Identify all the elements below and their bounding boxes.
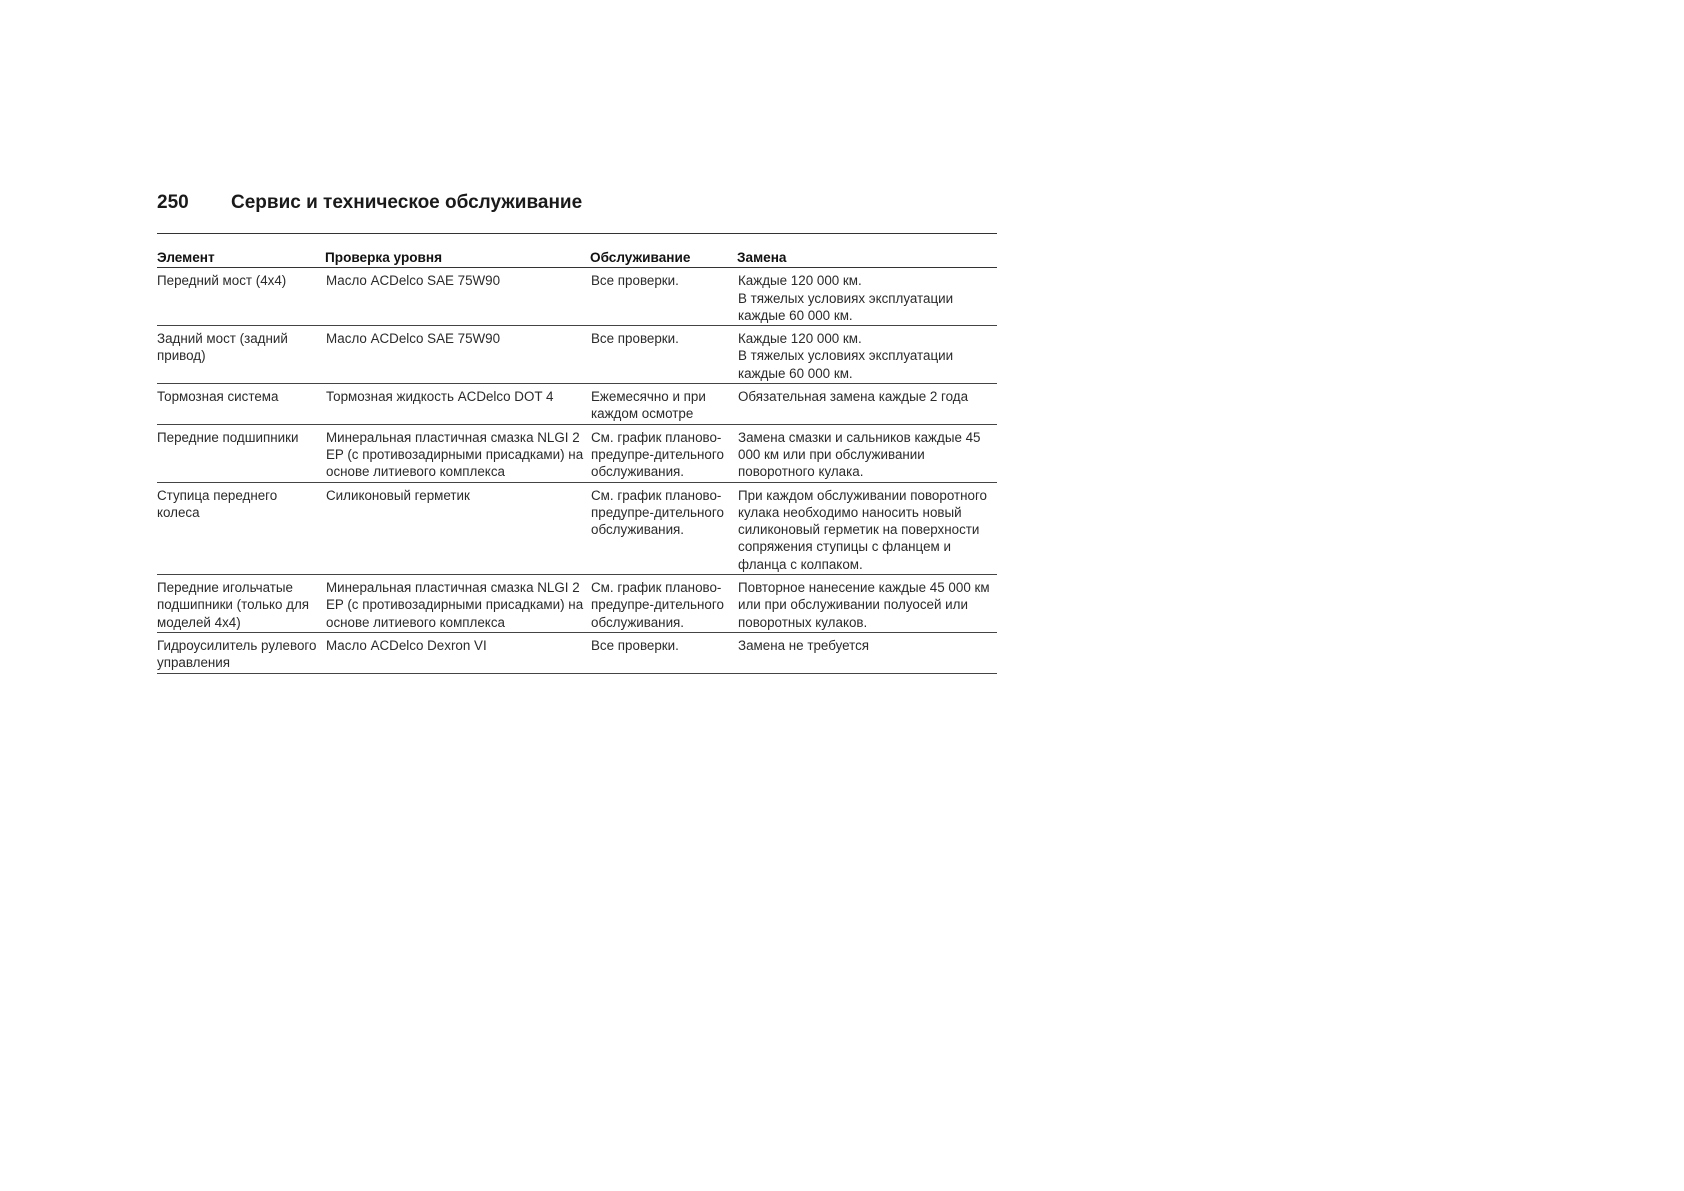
table-row (157, 384, 997, 425)
cell-element: Передние подшипники (157, 424, 325, 482)
table-row (157, 575, 997, 633)
cell-element: Ступица переднего колеса (157, 482, 325, 574)
cell-replacement: Каждые 120 000 км. В тяжелых условиях эксплуатации каждые 60 000 км. (737, 268, 997, 326)
table-row (157, 632, 997, 673)
page-header (157, 192, 997, 222)
cell-service: См. график планово-предупре-дительного обслуживания. (590, 482, 737, 574)
cell-service: Все проверки. (590, 632, 737, 673)
cell-replacement: Замена смазки и сальников каждые 45 000 км или при обслуживании поворотного кулака. (737, 424, 997, 482)
cell-service: Ежемесячно и при каждом осмотре (590, 384, 737, 425)
cell-element: Задний мост (задний привод) (157, 326, 325, 384)
column-header-element: Элемент (157, 247, 325, 268)
cell-replacement: Каждые 120 000 км. В тяжелых условиях эксплуатации каждые 60 000 км. (737, 326, 997, 384)
cell-level-check: Масло ACDelco Dexron VI (325, 632, 590, 673)
column-header-service: Обслуживание (590, 247, 737, 268)
cell-level-check: Масло ACDelco SAE 75W90 (325, 268, 590, 326)
page-title: Сервис и техническое обслуживание (231, 192, 583, 213)
table-row (157, 424, 997, 482)
cell-element: Передние игольчатые подшипники (только для моделей 4x4) (157, 575, 325, 633)
maintenance-table (157, 247, 997, 674)
column-header-level-check: Проверка уровня (325, 247, 590, 268)
cell-service: Все проверки. (590, 268, 737, 326)
cell-replacement: Замена не требуется (737, 632, 997, 673)
header-rule (157, 233, 997, 234)
cell-replacement: Обязательная замена каждые 2 года (737, 384, 997, 425)
cell-level-check: Тормозная жидкость ACDelco DOT 4 (325, 384, 590, 425)
cell-level-check: Масло ACDelco SAE 75W90 (325, 326, 590, 384)
cell-element: Тормозная система (157, 384, 325, 425)
cell-replacement: Повторное нанесение каждые 45 000 км или при обслуживании полуосей или поворотных кулаков. (737, 575, 997, 633)
cell-level-check: Минеральная пластичная смазка NLGI 2 EP (с противозадирными присадками) на основе литиевого комплекса (325, 575, 590, 633)
cell-element: Передний мост (4x4) (157, 268, 325, 326)
table-row (157, 482, 997, 574)
table-row (157, 268, 997, 326)
column-header-replacement: Замена (737, 247, 997, 268)
cell-element: Гидроусилитель рулевого управления (157, 632, 325, 673)
cell-service: См. график планово-предупре-дительного обслуживания. (590, 424, 737, 482)
cell-replacement: При каждом обслуживании поворотного кулака необходимо наносить новый силиконовый герметик на поверхности сопряжения ступицы с фланцем и фланца с колпаком. (737, 482, 997, 574)
table-header-row (157, 247, 997, 268)
cell-service: Все проверки. (590, 326, 737, 384)
page-number: 250 (157, 192, 189, 213)
cell-level-check: Силиконовый герметик (325, 482, 590, 574)
cell-level-check: Минеральная пластичная смазка NLGI 2 EP (с противозадирными присадками) на основе литиевого комплекса (325, 424, 590, 482)
cell-service: См. график планово-предупре-дительного обслуживания. (590, 575, 737, 633)
table-row (157, 326, 997, 384)
